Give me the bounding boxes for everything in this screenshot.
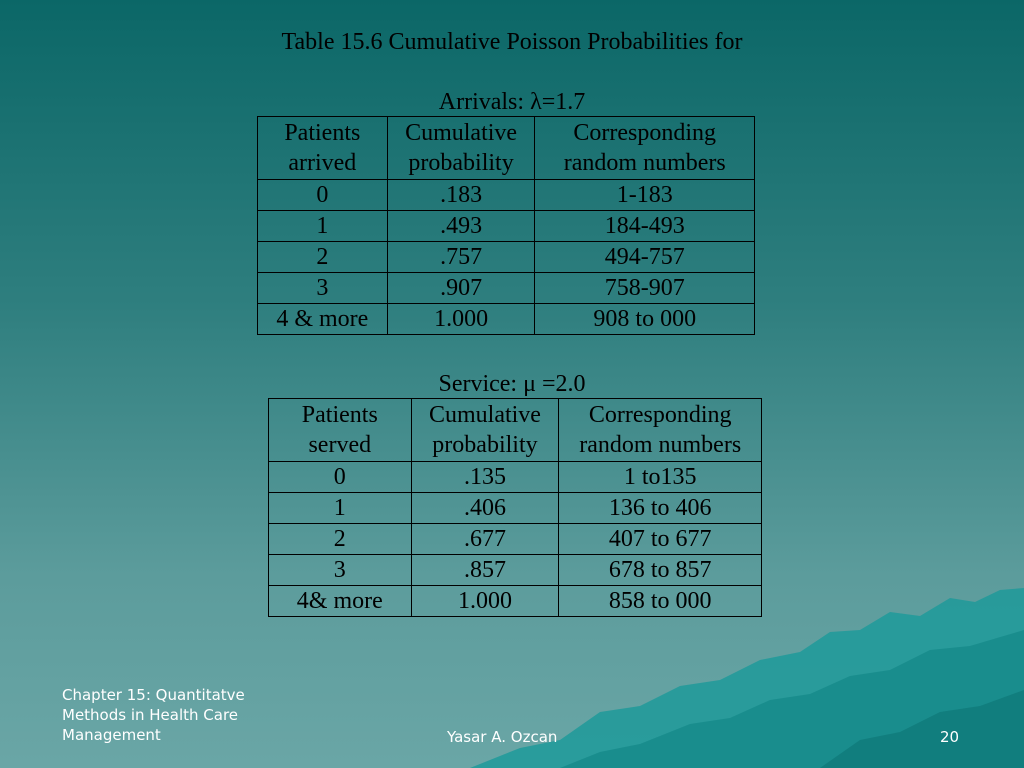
- header-cumulative-probability: Cumulative probability: [387, 117, 535, 180]
- table-cell: 1: [258, 211, 388, 242]
- footer-chapter-title: [62, 685, 292, 745]
- table-cell: 908 to 000: [535, 304, 755, 335]
- table-cell: 2: [258, 242, 388, 273]
- table-cell: .406: [411, 493, 559, 524]
- slide-title: Table 15.6 Cumulative Poisson Probabilities for: [281, 29, 743, 55]
- table-cell: 4& more: [269, 586, 412, 617]
- table-cell: 494-757: [535, 242, 755, 273]
- arrivals-table: [257, 116, 755, 335]
- page-number: 20: [940, 728, 960, 746]
- header-patients-arrived: Patients arrived: [258, 117, 388, 180]
- table-cell: 1: [269, 493, 412, 524]
- table-row: [258, 211, 755, 242]
- table-row: [269, 586, 762, 617]
- table-cell: 3: [269, 555, 412, 586]
- table-header-row: [258, 117, 755, 180]
- table-row: [258, 304, 755, 335]
- table-row: [258, 273, 755, 304]
- table-cell: 1 to135: [559, 462, 762, 493]
- table-row: [269, 493, 762, 524]
- table-cell: 0: [258, 180, 388, 211]
- table-cell: 858 to 000: [559, 586, 762, 617]
- table-cell: .757: [387, 242, 535, 273]
- table-row: [258, 242, 755, 273]
- table-cell: 678 to 857: [559, 555, 762, 586]
- header-patients-served: Patients served: [269, 399, 412, 462]
- table-cell: 184-493: [535, 211, 755, 242]
- arrivals-heading: Arrivals: λ=1.7: [438, 89, 586, 115]
- table-cell: .907: [387, 273, 535, 304]
- table-cell: .493: [387, 211, 535, 242]
- table-cell: 2: [269, 524, 412, 555]
- header-random-numbers: Corresponding random numbers: [535, 117, 755, 180]
- table-row: [269, 462, 762, 493]
- table-cell: 1.000: [411, 586, 559, 617]
- table-cell: 407 to 677: [559, 524, 762, 555]
- table-cell: 136 to 406: [559, 493, 762, 524]
- table-cell: .183: [387, 180, 535, 211]
- footer-line: Methods in Health Care: [62, 706, 239, 724]
- footer-line: Chapter 15: Quantitatve: [62, 686, 245, 704]
- table-cell: 1.000: [387, 304, 535, 335]
- table-cell: 0: [269, 462, 412, 493]
- table-row: [269, 555, 762, 586]
- table-row: [258, 180, 755, 211]
- table-cell: 3: [258, 273, 388, 304]
- table-cell: .135: [411, 462, 559, 493]
- service-table: [268, 398, 762, 617]
- table-cell: 4 & more: [258, 304, 388, 335]
- footer-author: Yasar A. Ozcan: [447, 728, 558, 746]
- header-cumulative-probability: Cumulative probability: [411, 399, 559, 462]
- table-cell: .677: [411, 524, 559, 555]
- table-cell: 758-907: [535, 273, 755, 304]
- service-heading: Service: μ =2.0: [438, 371, 586, 397]
- table-cell: .857: [411, 555, 559, 586]
- table-header-row: [269, 399, 762, 462]
- table-cell: 1-183: [535, 180, 755, 211]
- footer-line: Management: [62, 726, 161, 744]
- table-row: [269, 524, 762, 555]
- header-random-numbers: Corresponding random numbers: [559, 399, 762, 462]
